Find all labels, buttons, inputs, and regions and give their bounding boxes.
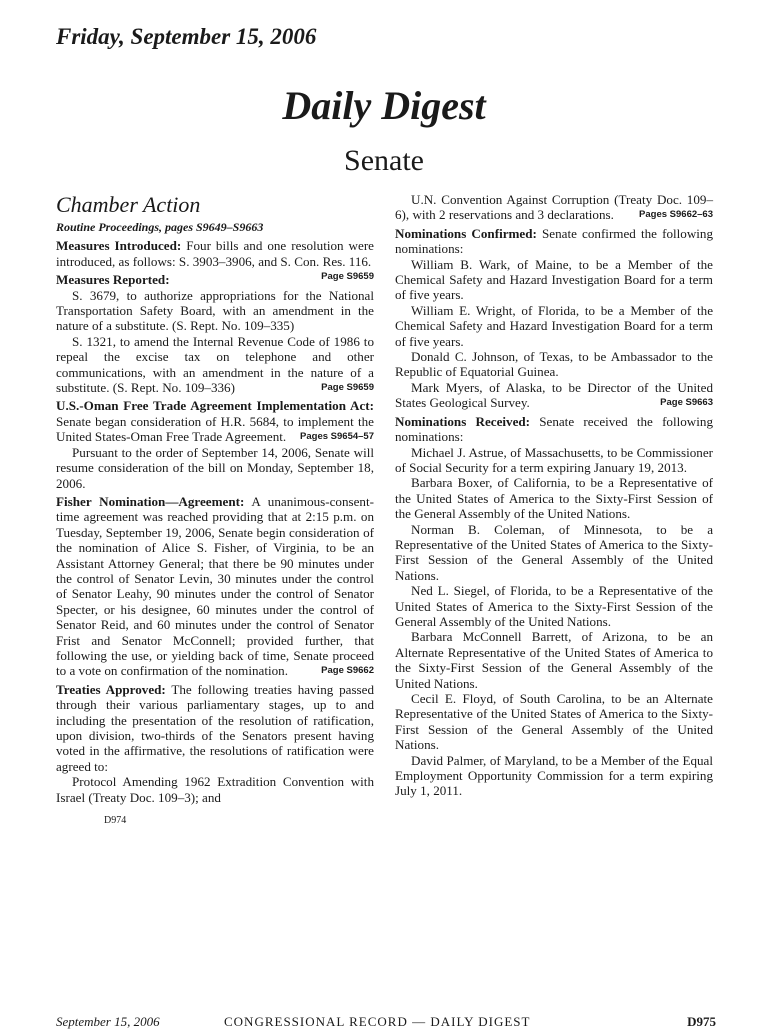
received-item: David Palmer, of Maryland, to be a Member of the Equal Employment Opportunity Commission for a term expiring July 1, 2011. xyxy=(395,752,713,799)
confirmed-item: William B. Wark, of Maine, to be a Member of the Chemical Safety and Hazard Investigation Board for a term of five years. xyxy=(395,256,713,303)
measures-introduced-head: Measures Introduced: xyxy=(56,238,182,254)
page-ref: Pages S9654–57 xyxy=(300,431,374,443)
received-head: Nominations Received: xyxy=(395,413,531,429)
treaty-item-2: U.N. Convention Against Corruption (Treaty Doc. 109–6), with 2 reservations and 3 declarations. Pages S9662–63 xyxy=(395,192,713,223)
page-ref: Pages S9662–63 xyxy=(639,209,713,221)
received-item: Barbara McConnell Barrett, of Arizona, to be an Alternate Representative of the United States of America to the Sixty-First Session of the General Assembly of the United Nations. xyxy=(395,629,713,691)
confirmed-item: William E. Wright, of Florida, to be a Member of the Chemical Safety and Hazard Investigation Board for a term of five years. xyxy=(395,302,713,349)
oman-head: U.S.-Oman Free Trade Agreement Implementation Act: xyxy=(56,398,374,414)
measures-reported-head: Measures Reported: xyxy=(56,272,170,288)
fisher-nomination: Fisher Nomination—Agreement: A unanimous-consent-time agreement was reached providing that at 2:15 p.m. on Tuesday, September 19, 2006, Senate begin consideration of the nomination of Alice S. Fisher, of Virginia, to be an Assistant Attorney General; that there be 90 minutes under the control of Senator Levin, 30 minutes under the control of Senator Leahy, 90 minutes under the control of Senator Specter, or his designee, 60 minutes under the control of Senator Reid, and 60 minutes under the control of Senator Frist and Senator McConnell; provided further, that following the use, or yielding back of time, Senate proceed to a vote on confirmation of the nomination. Page S9662 xyxy=(56,493,374,679)
received-item: Michael J. Astrue, of Massachusetts, to be Commissioner of Social Security for a term expiring January 19, 2013. xyxy=(395,444,713,475)
page-ref: Page S9663 xyxy=(660,397,713,409)
page-footer xyxy=(56,1014,716,1030)
nominations-confirmed: Nominations Confirmed: Senate confirmed the following nominations: xyxy=(395,225,714,257)
page-number: D974 xyxy=(104,815,127,827)
treaty-item-1: Protocol Amending 1962 Extradition Convention with Israel (Treaty Doc. 109–3); and xyxy=(56,774,374,805)
footer-date: September 15, 2006 xyxy=(56,1014,160,1029)
reported-item-2: S. 1321, to amend the Internal Revenue Code of 1986 to repeal the excise tax on telephone and other communications, with an amendment in the nature of a substitute. (S. Rept. No. 109–336) Page S9659 xyxy=(56,333,374,396)
oman-act: U.S.-Oman Free Trade Agreement Implementation Act: Senate began consideration of H.R. 5684, to implement the United States-Oman Free Trade Agreement. Pages S9654–57 xyxy=(56,398,374,445)
section-heading: Chamber Action xyxy=(56,192,201,217)
page-title: Daily Digest xyxy=(282,83,486,128)
received-item: Cecil E. Floyd, of South Carolina, to be an Alternate Representative of the United States of America to the Sixty-First Session of the General Assembly of the United Nations. xyxy=(395,691,713,753)
received-item: Barbara Boxer, of California, to be a Representative of the United States of America to the Sixty-First Session of the General Assembly of the United Nations. xyxy=(395,475,713,522)
right-column xyxy=(395,192,713,799)
treaties-approved: Treaties Approved: The following treaties having passed through their various parliamentary stages, up to and including the presentation of the resolution of ratification, upon division, two-thirds of the Senators present having voted in the affirmative, the resolutions of ratification were agreed to: xyxy=(56,681,374,774)
oman-resume: Pursuant to the order of September 14, 2006, Senate will resume consideration of the bill on Monday, September 18, 2006. xyxy=(56,444,374,491)
confirmed-item: Donald C. Johnson, of Texas, to be Ambassador to the Republic of Equatorial Guinea. xyxy=(395,349,713,380)
left-column xyxy=(56,192,374,828)
nominations-received: Nominations Received: Senate received the following nominations: xyxy=(395,413,713,445)
page-ref: Page S9659 xyxy=(321,271,374,283)
received-item: Ned L. Siegel, of Florida, to be a Representative of the United States of America to the Sixty-First Session of the General Assembly of the United Nations. xyxy=(395,583,713,629)
routine-proceedings: Routine Proceedings, pages S9649–S9663 xyxy=(56,220,264,234)
footer-title: CONGRESSIONAL RECORD — DAILY DIGEST xyxy=(224,1014,531,1029)
header-date: Friday, September 15, 2006 xyxy=(56,24,317,49)
measures-introduced-text: Four bills and one resolution were introduced, as follows: S. 3903–3906, and S. Con. Res. 116. xyxy=(56,238,374,269)
chamber-heading: Senate xyxy=(344,144,424,177)
page-ref: Page S9662 xyxy=(321,665,374,677)
fisher-head: Fisher Nomination—Agreement: xyxy=(56,493,245,509)
confirmed-item: Mark Myers, of Alaska, to be Director of the United States Geological Survey. Page S9663 xyxy=(395,379,713,411)
received-item: Norman B. Coleman, of Minnesota, to be a Representative of the United States of America to the Sixty-First Session of the General Assembly of the United Nations. xyxy=(395,521,713,583)
confirmed-head: Nominations Confirmed: xyxy=(395,225,537,241)
treaties-head: Treaties Approved: xyxy=(56,681,166,697)
page-ref: Page S9659 xyxy=(321,382,374,394)
footer-page-number: D975 xyxy=(687,1014,716,1029)
reported-item-1: S. 3679, to authorize appropriations for the National Transportation Safety Board, with an amendment in the nature of a substitute. (S. Rept. No. 109–335) xyxy=(56,287,374,334)
